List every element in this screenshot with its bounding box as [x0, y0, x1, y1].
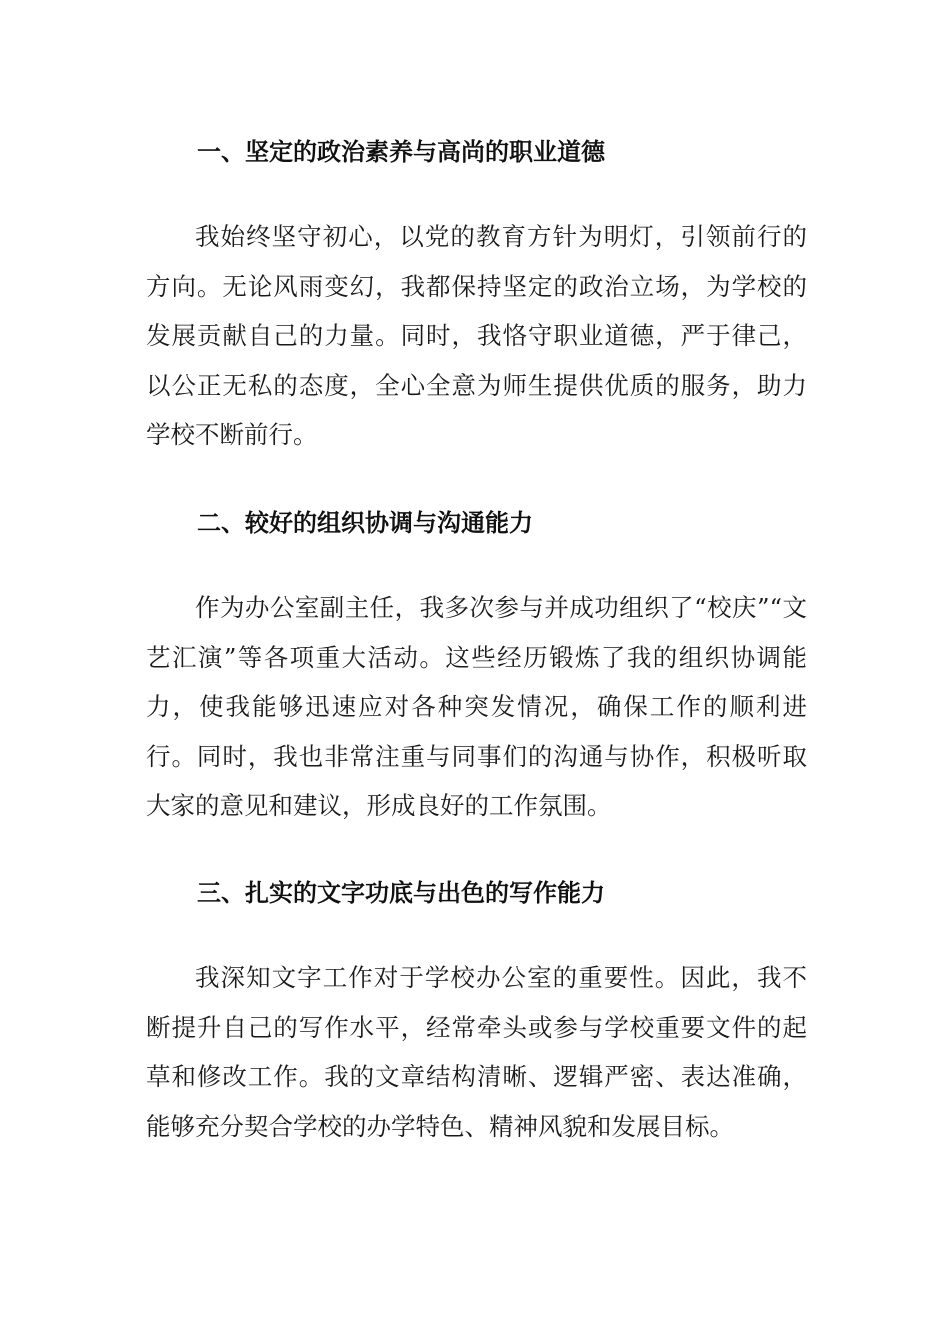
- section-3-heading: 三、扎实的文字功底与出色的写作能力: [197, 879, 605, 907]
- section-2-paragraph: 作为办公室副主任，我多次参与并成功组织了“校庆”“文艺汇演”等各项重大活动。这些经历锻炼了我的组织协调能力，使我能够迅速应对各种突发情况，确保工作的顺利进行。同时，我也非常注重与同事们的沟通与协作，积极听取大家的意见和建议，形成良好的工作氛围。: [146, 593, 807, 820]
- section-2-heading: 二、较好的组织协调与沟通能力: [197, 509, 533, 537]
- section-1-paragraph: 我始终坚守初心，以党的教育方针为明灯，引领前行的方向。无论风雨变幻，我都保持坚定的政治立场，为学校的发展贡献自己的力量。同时，我恪守职业道德，严于律己，以公正无私的态度，全心全意为师生提供优质的服务，助力学校不断前行。: [146, 222, 807, 449]
- section-3-paragraph: 我深知文字工作对于学校办公室的重要性。因此，我不断提升自己的写作水平，经常牵头或参与学校重要文件的起草和修改工作。我的文章结构清晰、逻辑严密、表达准确，能够充分契合学校的办学特色、精神风貌和发展目标。: [146, 963, 807, 1141]
- section-1-heading: 一、坚定的政治素养与高尚的职业道德: [197, 138, 605, 166]
